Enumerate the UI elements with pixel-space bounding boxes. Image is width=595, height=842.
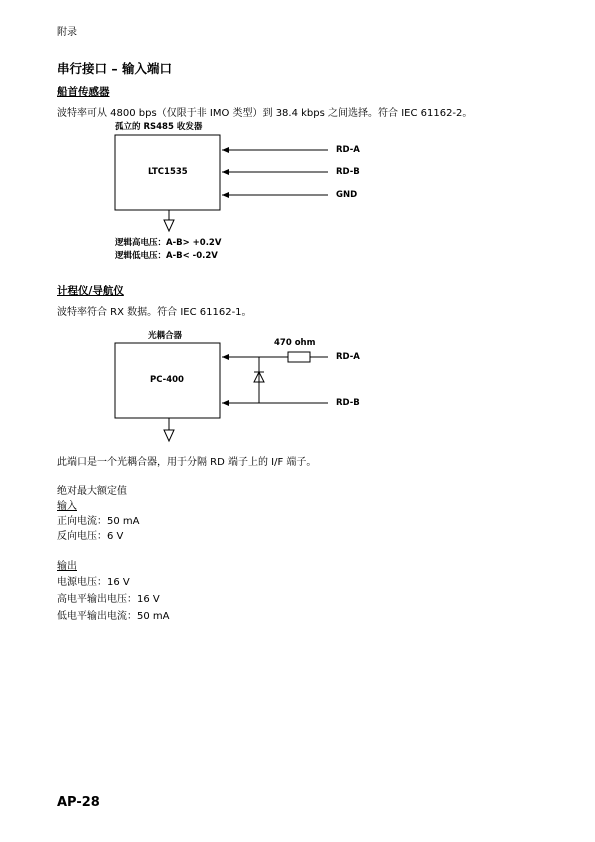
arrow-icon: [222, 354, 229, 360]
resistor-label: 470 ohm: [274, 338, 316, 348]
ratings-title: 绝对最大额定值: [57, 486, 127, 497]
arrow-icon: [222, 400, 229, 406]
log-desc: 波特率符合 RX 数据。符合 IEC 61162-1。: [57, 307, 252, 318]
marine-desc: 波特率可从 4800 bps（仅限于非 IMO 类型）到 38.4 kbps 之间选择。符合 IEC 61162-2。: [57, 108, 473, 119]
logic-high-note: 逻辑高电压：A-B> +0.2V: [115, 238, 222, 248]
output-item: 电源电压：16 V: [57, 577, 130, 588]
line-label-rd-a: RD-A: [336, 352, 360, 362]
line-label-rd-b: RD-B: [336, 398, 360, 408]
line-label-gnd: GND: [336, 190, 358, 200]
pc400-label: PC-400: [150, 375, 184, 385]
output-item: 高电平输出电压：16 V: [57, 594, 160, 605]
rs485-label: 孤立的 RS485 收发器: [115, 122, 203, 132]
log-heading: 计程仪/导航仪: [57, 285, 124, 297]
line-label-rd-a: RD-A: [336, 145, 360, 155]
page-title: 串行接口 – 输入端口: [57, 61, 172, 76]
optocoupler-note: 此端口是一个光耦合器，用于分隔 RD 端子上的 I/F 端子。: [57, 457, 317, 468]
output-item: 低电平输出电流：50 mA: [57, 611, 170, 622]
output-heading: 输出: [57, 561, 77, 572]
input-item: 反向电压：6 V: [57, 531, 124, 542]
marine-heading: 船首传感器: [57, 86, 110, 98]
header-appendix: 附录: [57, 27, 77, 38]
input-heading: 输入: [57, 501, 77, 512]
page-number: AP-28: [57, 795, 100, 810]
line-label-rd-b: RD-B: [336, 167, 360, 177]
resistor-icon: [288, 352, 310, 362]
input-item: 正向电流：50 mA: [57, 516, 140, 527]
logic-low-note: 逻辑低电压：A-B< -0.2V: [115, 251, 218, 261]
ltc1535-label: LTC1535: [148, 167, 188, 177]
optocoupler-label: 光耦合器: [148, 331, 183, 341]
output-arrow-icon: [164, 430, 174, 441]
